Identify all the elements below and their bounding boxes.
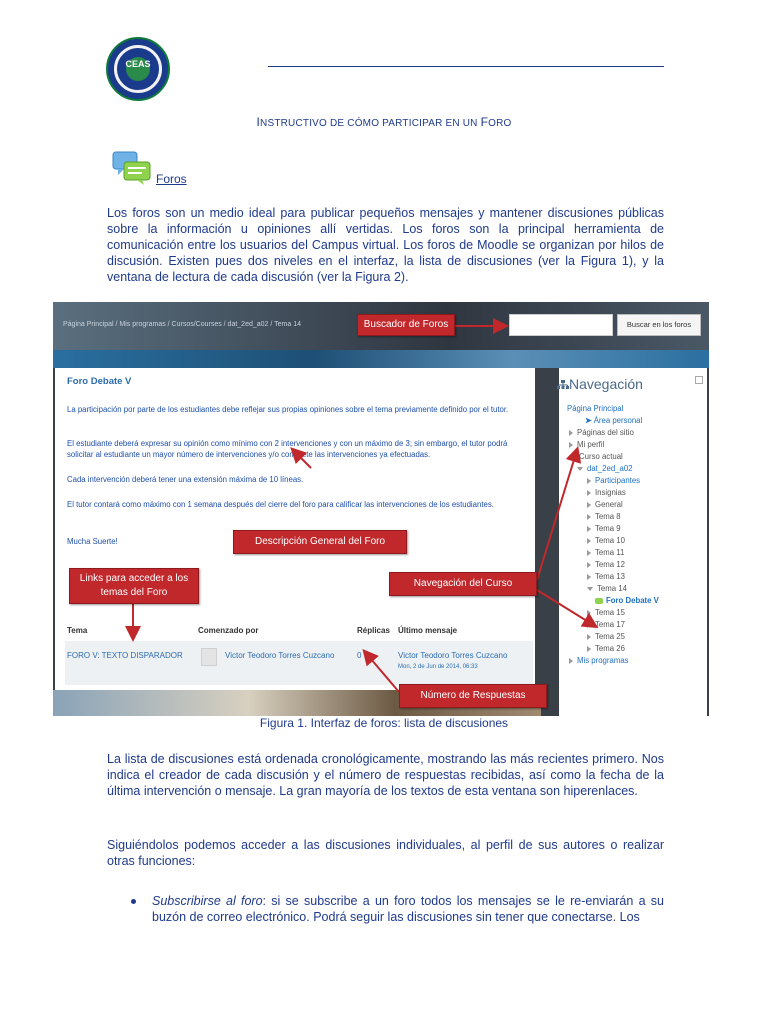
nav-item-dashboard[interactable]: ➤ Área personal [585,416,643,425]
breadcrumb[interactable]: Página Principal / Mis programas / Cursos/Courses / dat_2ed_a02 / Tema 14 [63,321,301,328]
nav-item-my-programs[interactable]: Mis programas [569,656,629,666]
replies-count[interactable]: 0 [357,651,362,660]
nav-item-topic[interactable]: Tema 14 [587,584,627,594]
navigation-block [559,368,707,716]
caret-right-icon [587,634,591,640]
caret-right-icon [587,490,591,496]
forum-search-button[interactable]: Buscar en los foros [617,314,701,336]
col-header-replies: Réplicas [357,626,390,635]
caret-right-icon [587,622,591,628]
institution-seal [106,37,170,101]
header-rule [268,66,664,67]
navigation-heading: Navegación [569,376,643,392]
intro-paragraph: Los foros son un medio ideal para publicar pequeños mensajes y mantener discusiones públicas sobre la información u opiniones allí vertidas. Los foros son la principal herramienta de comunicación entre los usuarios del Campus virtual. Los foros de Moodle se organizan por hilos de discusión. Existen pues dos niveles en el interfaz, la lista de discusiones (ver la Figura 1), y la ventana de lectura de cada discusión (ver la Figura 2). [107,206,664,284]
sitemap-icon [557,380,569,390]
bullet-text: : si se subscribe a un foro todos los mensajes se le re-enviarán a su buzón de correo electrónico. Podrá seguir las discusiones sin tener que conectarse. Los [152,894,664,924]
nav-item-current-course[interactable]: Curso actual [569,452,623,462]
seal-text: CEAS [125,59,151,69]
nav-item-topic[interactable]: Tema 25 [587,632,625,642]
callout-search: Buscador de Foros [357,314,455,336]
nav-item-participants[interactable]: Participantes [587,476,640,486]
moodle-banner [53,350,709,368]
last-date-link[interactable]: Mon, 2 de Jun de 2014, 06:33 [398,664,478,670]
caret-right-icon [569,430,573,436]
collapse-icon[interactable] [695,376,703,384]
forum-desc-line: El estudiante deberá expresar su opinión como mínimo con 2 intervenciones y con un máximo de 3; sin embargo, el tutor podrá solicitar al estudiante un mayor número de intervenciones y/o complete las intervenciones ya efectuadas. [67,439,508,459]
caret-right-icon [587,502,591,508]
callout-links: Links para acceder a los temas del Foro [69,568,199,604]
forum-desc-line: Mucha Suerte! [67,537,118,546]
moodle-screenshot [53,302,709,716]
nav-item-topic[interactable]: Tema 11 [587,548,624,558]
caret-right-icon [569,658,573,664]
nav-item-forum[interactable]: Foro Debate V [595,596,659,606]
bullet-dot [131,899,136,904]
caret-right-icon [569,442,573,448]
forum-search-input[interactable] [509,314,613,336]
caret-right-icon [587,550,591,556]
caret-down-icon [569,455,575,459]
paragraph-discussion-list: La lista de discusiones está ordenada cronológicamente, mostrando las más recientes primero. Nos indica el creador de cada discusión y el número de respuestas recibidas, así como la fecha de la última intervención o mensaje. La gran mayoría de los textos de esta ventana son hiperenlaces. [107,752,664,798]
caret-right-icon [587,538,591,544]
nav-item-topic[interactable]: Tema 8 [587,512,621,522]
nav-item-home[interactable]: Página Principal [567,404,624,413]
nav-item-profile[interactable]: Mi perfil [569,440,604,450]
nav-item-course[interactable]: dat_2ed_a02 [577,464,633,474]
callout-navigation: Navegación del Curso [389,572,537,596]
caret-right-icon [587,478,591,484]
chevron-right-icon: ➤ [585,416,594,425]
callout-description: Descripción General del Foro [233,530,407,554]
forum-desc-line: La participación por parte de los estudiantes debe reflejar sus propias opiniones sobre el tema previamente definido por el tutor. [67,405,509,414]
caret-right-icon [587,562,591,568]
col-header-topic: Tema [67,626,88,635]
forum-title: Foro Debate V [67,376,132,387]
caret-right-icon [587,526,591,532]
caret-down-icon [577,467,583,471]
foros-link[interactable]: Foros [156,172,187,186]
document-title: INSTRUCTIVO DE CÓMO PARTICIPAR EN UN FORO [256,115,512,129]
nav-item-topic[interactable]: Tema 9 [587,524,621,534]
caret-right-icon [587,514,591,520]
nav-item-topic[interactable]: Tema 10 [587,536,625,546]
callout-replies: Número de Respuestas [399,684,547,708]
nav-item-topic[interactable]: Tema 12 [587,560,625,570]
forum-desc-line: Cada intervención deberá tener una extensión máxima de 10 líneas. [67,475,304,484]
last-author-link[interactable]: Victor Teodoro Torres Cuzcano [398,651,508,660]
figure-caption: Figura 1. Interfaz de foros: lista de discusiones [259,716,509,730]
nav-item-topic[interactable]: Tema 17 [587,620,625,630]
caret-right-icon [587,610,591,616]
bullet-term: Subscribirse al foro [152,894,263,908]
caret-right-icon [587,646,591,652]
forum-desc-line: El tutor contará como máximo con 1 semana después del cierre del foro para calificar las intervenciones de los estudiantes. [67,500,494,509]
nav-item-topic[interactable]: Tema 13 [587,572,625,582]
paragraph-links: Siguiéndolos podemos acceder a las discusiones individuales, al perfil de sus autores o realizar otras funciones: [107,838,664,868]
caret-right-icon [587,574,591,580]
avatar[interactable] [201,648,217,666]
nav-item-topic[interactable]: Tema 26 [587,644,625,654]
nav-item-site-pages[interactable]: Páginas del sitio [569,428,634,438]
nav-item-general[interactable]: General [587,500,623,510]
bullet-item [127,893,664,925]
col-header-author: Comenzado por [198,626,259,635]
caret-down-icon [587,587,593,591]
nav-item-badges[interactable]: Insignias [587,488,626,498]
forum-small-icon [595,598,603,604]
forum-icon [112,150,152,186]
col-header-last: Último mensaje [398,626,458,635]
topic-link[interactable]: FORO V: TEXTO DISPARADOR [67,651,183,660]
author-link[interactable]: Victor Teodoro Torres Cuzcano [225,651,335,660]
nav-item-topic[interactable]: Tema 15 [587,608,625,618]
